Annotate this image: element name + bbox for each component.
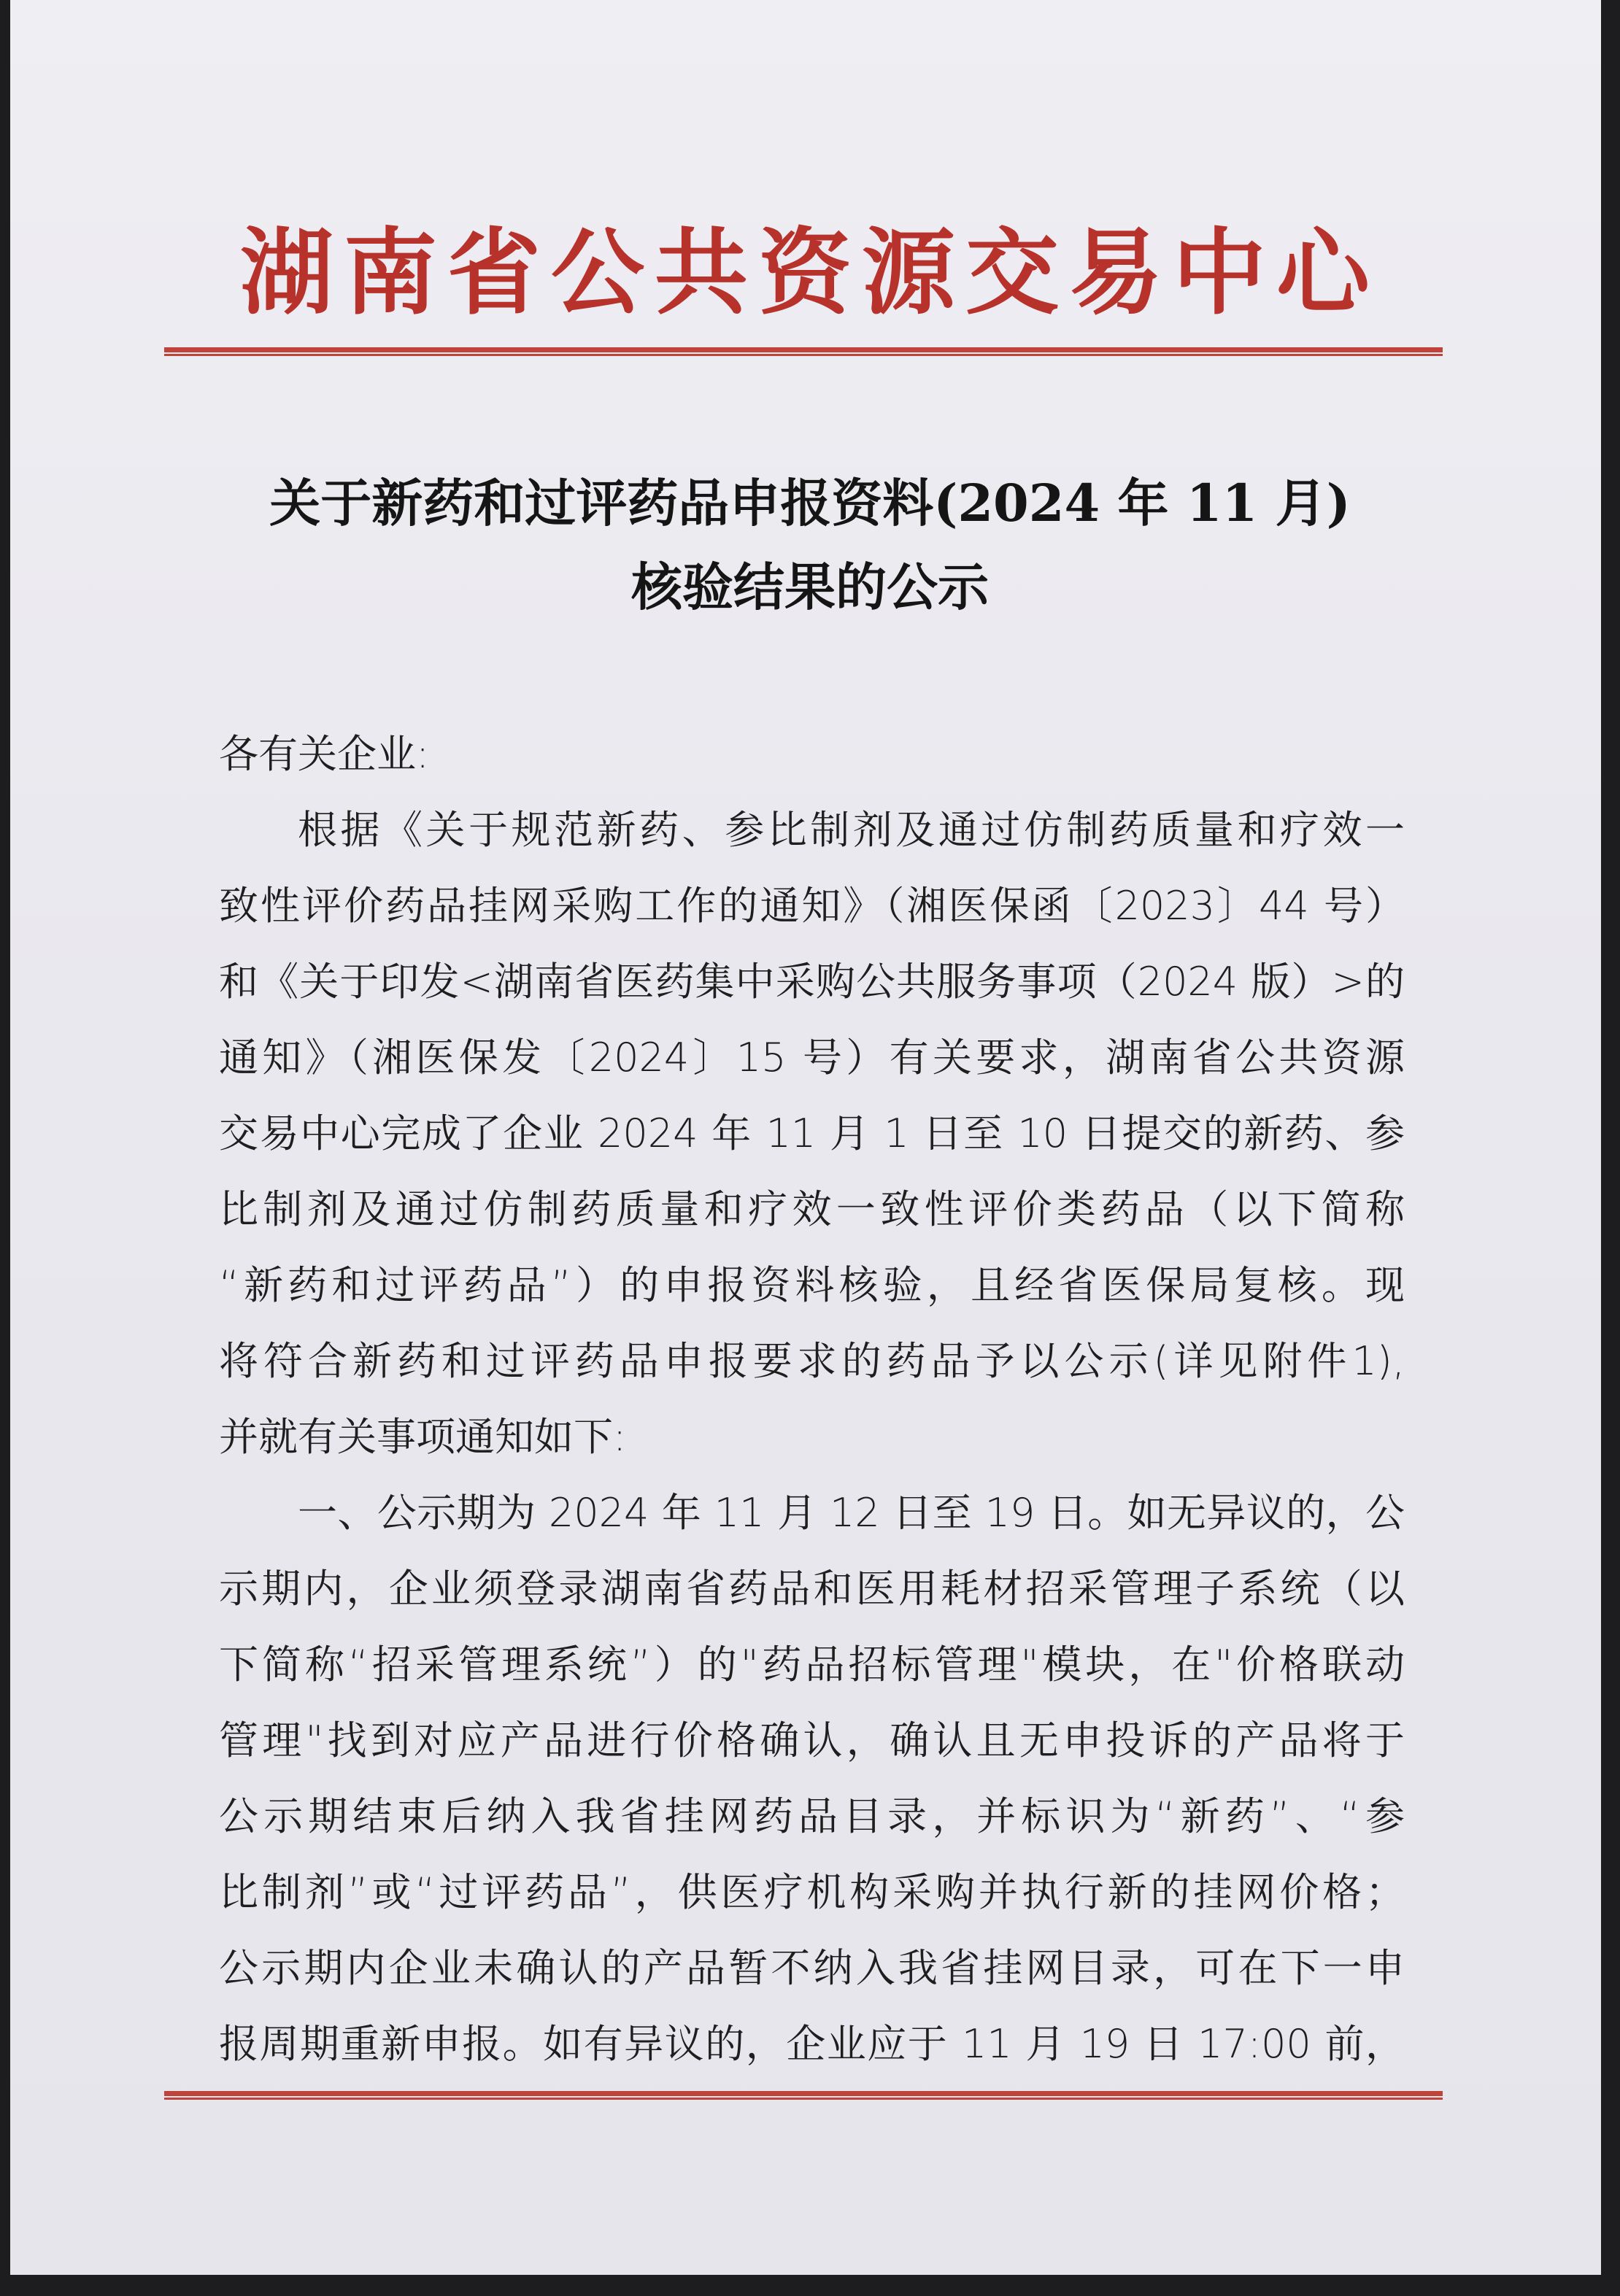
body-line: 公示期内企业未确认的产品暂不纳入我省挂网目录，可在下一申 bbox=[219, 1945, 1405, 1991]
body-line: 和《关于印发<湖南省医药集中采购公共服务事项（2024 版）>的 bbox=[219, 959, 1405, 1005]
body-line: 一、公示期为 2024 年 11 月 12 日至 19 日。如无异议的，公 bbox=[298, 1490, 1405, 1536]
letterhead-divider bbox=[164, 347, 1443, 356]
body-line: 比制剂”或“过评药品”，供医疗机构采购并执行新的挂网价格； bbox=[219, 1869, 1405, 1915]
body-line: 致性评价药品挂网采购工作的通知》（湘医保函〔2023〕44 号） bbox=[219, 883, 1405, 929]
body-line: 管理"找到对应产品进行价格确认，确认且无申投诉的产品将于 bbox=[219, 1717, 1405, 1763]
body-line: 交易中心完成了企业 2024 年 11 月 1 日至 10 日提交的新药、参 bbox=[219, 1110, 1405, 1156]
body-line: “新药和过评药品”）的申报资料核验，且经省医保局复核。现 bbox=[219, 1262, 1405, 1308]
body-line: 报周期重新申报。如有异议的，企业应于 11 月 19 日 17:00 前， bbox=[219, 2021, 1405, 2067]
body-line: 示期内，企业须登录湖南省药品和医用耗材招采管理子系统（以 bbox=[219, 1566, 1405, 1612]
body-line: 通知》（湘医保发〔2024〕15 号）有关要求，湖南省公共资源 bbox=[219, 1035, 1405, 1081]
body-line: 根据《关于规范新药、参比制剂及通过仿制药质量和疗效一 bbox=[298, 807, 1405, 853]
body-line: 并就有关事项通知如下: bbox=[219, 1414, 627, 1460]
body-line: 公示期结束后纳入我省挂网药品目录，并标识为“新药”、“参 bbox=[219, 1793, 1405, 1839]
body-line: 比制剂及通过仿制药质量和疗效一致性评价类药品（以下简称 bbox=[219, 1186, 1405, 1232]
salutation: 各有关企业: bbox=[219, 731, 430, 777]
document-title-line2: 核验结果的公示 bbox=[631, 557, 989, 617]
letterhead-org-name: 湖南省公共资源交易中心 bbox=[239, 219, 1380, 328]
body-line: 将符合新药和过评药品申报要求的药品予以公示(详见附件1), bbox=[219, 1338, 1405, 1384]
footer-divider bbox=[164, 2091, 1443, 2100]
document-title-line1: 关于新药和过评药品申报资料(2024 年 11 月) bbox=[269, 473, 1351, 533]
body-line: 下简称“招采管理系统”）的"药品招标管理"模块，在"价格联动 bbox=[219, 1642, 1405, 1688]
